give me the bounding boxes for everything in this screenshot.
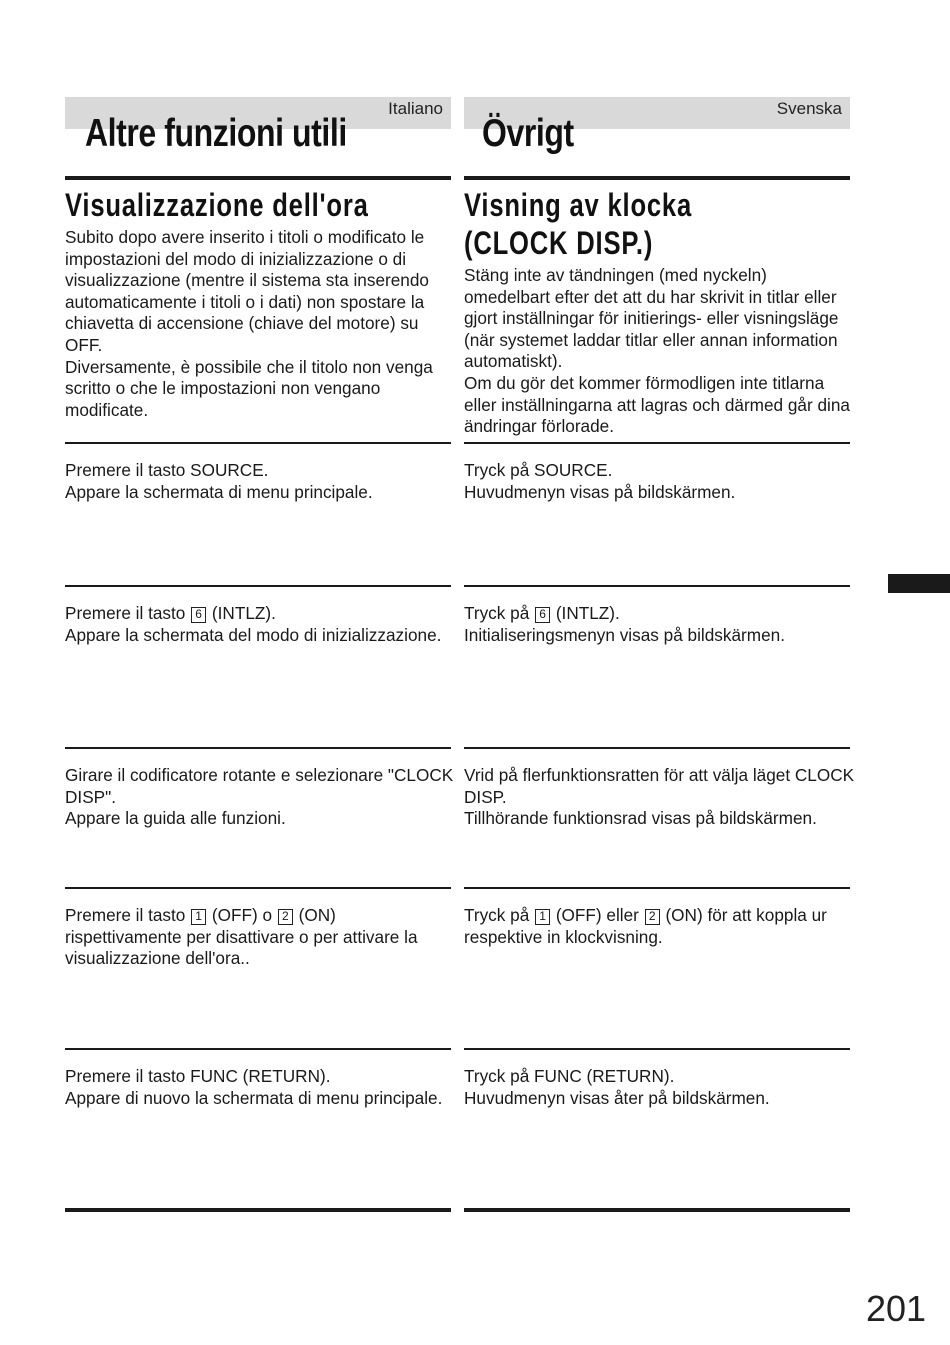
key-2-button-symbol: 2 — [645, 909, 660, 925]
step-1 — [464, 442, 850, 503]
step-3 — [65, 747, 454, 830]
swedish-column — [464, 0, 855, 1345]
section-title: Visualizzazione dell'ora — [65, 187, 369, 223]
italian-column — [65, 0, 454, 1345]
intro-text: Stäng inte av tändningen (med nyckeln) omedelbart efter det att du har skrivit in titlar eller gjort inställningar för initierings- eller visningsläge (när systemet laddar titlar eller annan information automatiskt). Om du gör det kommer förmodligen inte titlarna eller inställningarna att lagras och därmed går dina ändringar förlorade. — [464, 265, 850, 437]
step-text: Tryck på 6 (INTLZ). Initialiseringsmenyn visas på bildskärmen. — [464, 603, 785, 645]
key-2-button-symbol: 2 — [278, 909, 293, 925]
key-1-button-symbol: 1 — [535, 909, 550, 925]
step-rule — [464, 442, 850, 444]
title-rule — [464, 176, 850, 180]
step-text: Premere il tasto 1 (OFF) o 2 (ON) rispettivamente per disattivare o per attivare la visualizzazione dell'ora.. — [65, 905, 418, 969]
step-rule — [464, 1048, 850, 1050]
step-1 — [65, 442, 451, 503]
key-1-button-symbol: 1 — [191, 909, 206, 925]
step-rule — [65, 747, 451, 749]
step-text: Vrid på flerfunktionsratten för att välja läget CLOCK DISP. Tillhörande funktionsrad visas på bildskärmen. — [464, 765, 855, 829]
step-rule — [65, 585, 451, 587]
end-rule — [464, 1208, 850, 1212]
title-rule — [65, 176, 451, 180]
step-rule — [65, 442, 451, 444]
section-tab-marker — [888, 574, 950, 593]
step-text: Premere il tasto FUNC (RETURN). Appare di nuovo la schermata di menu principale. — [65, 1066, 443, 1108]
key-6-button-symbol: 6 — [535, 607, 550, 623]
step-rule — [65, 1048, 451, 1050]
page-title: Altre funzioni utili — [85, 112, 347, 155]
step-text: Tryck på FUNC (RETURN). Huvudmenyn visas åter på bildskärmen. — [464, 1066, 770, 1108]
step-rule — [464, 747, 850, 749]
intro-text: Subito dopo avere inserito i titoli o modificato le impostazioni del modo di inizializzazione o di visualizzazione (mentre il sistema sta inserendo automaticamente i titoli o i dati) non spostare la chiavetta di accensione (chiave del motore) su OFF. Diversamente, è possibile che il titolo non venga scritto o che le impostazioni non vengano modificate. — [65, 227, 433, 420]
step-2 — [464, 585, 850, 646]
section-title: Visning av klocka (CLOCK DISP.) — [464, 187, 692, 261]
step-rule — [464, 887, 850, 889]
step-5 — [65, 1048, 451, 1109]
step-rule — [464, 585, 850, 587]
step-text: Girare il codificatore rotante e selezionare "CLOCK DISP". Appare la guida alle funzioni. — [65, 765, 454, 829]
language-label: Svenska — [776, 99, 842, 118]
step-5 — [464, 1048, 850, 1109]
step-text: Premere il tasto 6 (INTLZ). Appare la schermata del modo di inizializzazione. — [65, 603, 442, 645]
language-label: Italiano — [388, 99, 443, 118]
step-text: Tryck på SOURCE. Huvudmenyn visas på bildskärmen. — [464, 460, 736, 502]
step-text: Premere il tasto SOURCE. Appare la schermata di menu principale. — [65, 460, 373, 502]
end-rule — [65, 1208, 451, 1212]
step-rule — [65, 887, 451, 889]
step-3 — [464, 747, 855, 830]
step-text: Tryck på 1 (OFF) eller 2 (ON) för att koppla ur respektive in klockvisning. — [464, 905, 827, 947]
page-title: Övrigt — [482, 112, 574, 155]
key-6-button-symbol: 6 — [191, 607, 206, 623]
step-4 — [464, 887, 850, 948]
step-2 — [65, 585, 451, 646]
step-4 — [65, 887, 451, 970]
page-number: 201 — [866, 1288, 927, 1329]
